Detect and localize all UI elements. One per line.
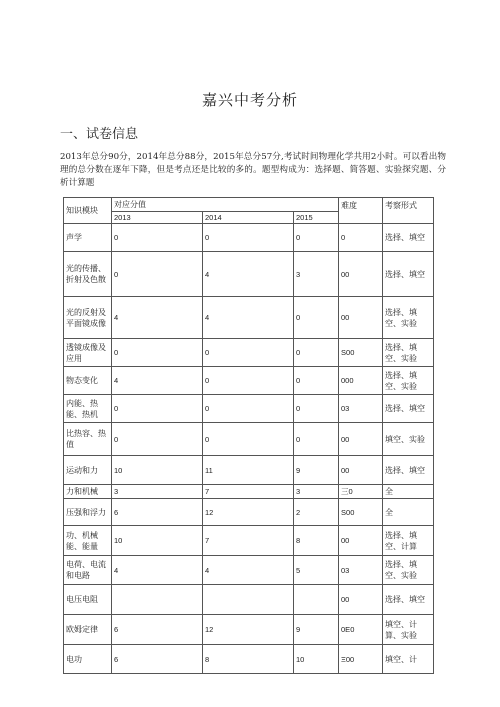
difficulty-cell: 00	[339, 423, 383, 456]
score-2013-cell: 6	[112, 499, 203, 526]
module-cell: 压强和浮力	[64, 499, 112, 526]
score-2014-cell	[203, 585, 294, 615]
score-2015-cell: 0	[294, 423, 339, 456]
form-cell: 选择、填空、计算	[383, 526, 434, 556]
header-year-2015: 2015	[294, 212, 339, 224]
form-cell: 选择、填空、实验	[383, 367, 434, 395]
difficulty-cell: S00	[339, 499, 383, 526]
score-2014-cell: 7	[203, 526, 294, 556]
form-cell: 填空、实验	[383, 423, 434, 456]
score-2013-cell: 3	[112, 485, 203, 499]
score-2013-cell: 10	[112, 456, 203, 485]
table-row	[64, 615, 434, 645]
score-2015-cell: 0	[294, 367, 339, 395]
table-row	[64, 297, 434, 339]
header-year-2013: 2013	[112, 212, 203, 224]
table-header-row	[64, 198, 434, 212]
module-cell: 透镜成像及应用	[64, 339, 112, 367]
score-2015-cell: 0	[294, 297, 339, 339]
difficulty-cell: 0	[339, 224, 383, 252]
table-row	[64, 499, 434, 526]
analysis-table	[63, 197, 434, 674]
form-cell: 选择、填空、实验	[383, 339, 434, 367]
difficulty-cell: 00	[339, 252, 383, 297]
score-2013-cell: 0	[112, 224, 203, 252]
score-2015-cell: 0	[294, 395, 339, 423]
form-cell: 选择、填空、实验	[383, 556, 434, 585]
score-2015-cell	[294, 585, 339, 615]
score-2013-cell: 4	[112, 556, 203, 585]
form-cell: 选择、填空	[383, 585, 434, 615]
header-score: 对应分值	[112, 198, 339, 212]
form-cell: 全	[383, 499, 434, 526]
table-row	[64, 526, 434, 556]
header-difficulty: 难度	[339, 198, 383, 224]
module-cell: 欧姆定律	[64, 615, 112, 645]
difficulty-cell: 00	[339, 297, 383, 339]
difficulty-cell: 0E0	[339, 615, 383, 645]
difficulty-cell: 03	[339, 395, 383, 423]
module-cell: 物态变化	[64, 367, 112, 395]
score-2013-cell: 10	[112, 526, 203, 556]
form-cell: 选择、填空、实验	[383, 297, 434, 339]
form-cell: 填空、计	[383, 645, 434, 674]
difficulty-cell: 00	[339, 456, 383, 485]
header-year-2014: 2014	[203, 212, 294, 224]
module-cell: 光的传播、折射及色散	[64, 252, 112, 297]
score-2014-cell: 0	[203, 224, 294, 252]
section-heading: 一、试卷信息	[60, 127, 139, 142]
form-cell: 选择、填空	[383, 456, 434, 485]
module-cell: 电荷、电流和电路	[64, 556, 112, 585]
score-2015-cell: 0	[294, 339, 339, 367]
table-row	[64, 456, 434, 485]
form-cell: 选择、填空	[383, 252, 434, 297]
score-2014-cell: 4	[203, 297, 294, 339]
form-cell: 填空、计算、实验	[383, 615, 434, 645]
score-2015-cell: 3	[294, 485, 339, 499]
score-2015-cell: 10	[294, 645, 339, 674]
difficulty-cell: 00	[339, 585, 383, 615]
score-2013-cell: 4	[112, 297, 203, 339]
score-2015-cell: 5	[294, 556, 339, 585]
score-2014-cell: 4	[203, 252, 294, 297]
table-row	[64, 367, 434, 395]
table-row	[64, 339, 434, 367]
form-cell: 选择、填空	[383, 395, 434, 423]
header-form: 考察形式	[383, 198, 434, 224]
header-module: 知识模块	[64, 198, 112, 224]
score-2015-cell: 0	[294, 224, 339, 252]
score-2014-cell: 8	[203, 645, 294, 674]
module-cell: 电功	[64, 645, 112, 674]
score-2014-cell: 12	[203, 499, 294, 526]
score-2013-cell: 0	[112, 395, 203, 423]
intro-paragraph: 2013年总分90分，2014年总分88分，2015年总分57分,考试时间物理化学共用2小时。可以看出物理的总分数在逐年下降，但是考点还是比较的多的。题型构成为：选择题、简答题、实验探究题、分析计算题	[60, 152, 446, 188]
module-cell: 比热容、热值	[64, 423, 112, 456]
table-row	[64, 224, 434, 252]
table-row	[64, 395, 434, 423]
table-row	[64, 252, 434, 297]
module-cell: 运动和力	[64, 456, 112, 485]
difficulty-cell: 000	[339, 367, 383, 395]
score-2015-cell: 2	[294, 499, 339, 526]
score-2013-cell: 0	[112, 423, 203, 456]
module-cell: 电压电阻	[64, 585, 112, 615]
score-2014-cell: 11	[203, 456, 294, 485]
score-2014-cell: 0	[203, 367, 294, 395]
difficulty-cell: 00	[339, 526, 383, 556]
score-2014-cell: 12	[203, 615, 294, 645]
score-2013-cell: 0	[112, 252, 203, 297]
module-cell: 声学	[64, 224, 112, 252]
score-2014-cell: 0	[203, 423, 294, 456]
module-cell: 力和机械	[64, 485, 112, 499]
score-2014-cell: 7	[203, 485, 294, 499]
module-cell: 内能、热能、热机	[64, 395, 112, 423]
score-2013-cell	[112, 585, 203, 615]
document-title: 嘉兴中考分析	[201, 91, 298, 109]
form-cell: 选择、填空	[383, 224, 434, 252]
table-row	[64, 585, 434, 615]
table-row	[64, 556, 434, 585]
score-2013-cell: 0	[112, 339, 203, 367]
difficulty-cell: 03	[339, 556, 383, 585]
difficulty-cell: S00	[339, 339, 383, 367]
score-2015-cell: 8	[294, 526, 339, 556]
form-cell: 全	[383, 485, 434, 499]
difficulty-cell: 三0	[339, 485, 383, 499]
module-cell: 光的反射及平面镜成像	[64, 297, 112, 339]
score-2015-cell: 9	[294, 456, 339, 485]
score-2014-cell: 0	[203, 339, 294, 367]
score-2013-cell: 6	[112, 615, 203, 645]
score-2014-cell: 4	[203, 556, 294, 585]
module-cell: 功、机械能、能量	[64, 526, 112, 556]
difficulty-cell: Ξ00	[339, 645, 383, 674]
table-row	[64, 423, 434, 456]
score-2015-cell: 9	[294, 615, 339, 645]
score-2014-cell: 0	[203, 395, 294, 423]
score-2013-cell: 6	[112, 645, 203, 674]
table-row	[64, 645, 434, 674]
table-row	[64, 485, 434, 499]
score-2015-cell: 3	[294, 252, 339, 297]
score-2013-cell: 4	[112, 367, 203, 395]
